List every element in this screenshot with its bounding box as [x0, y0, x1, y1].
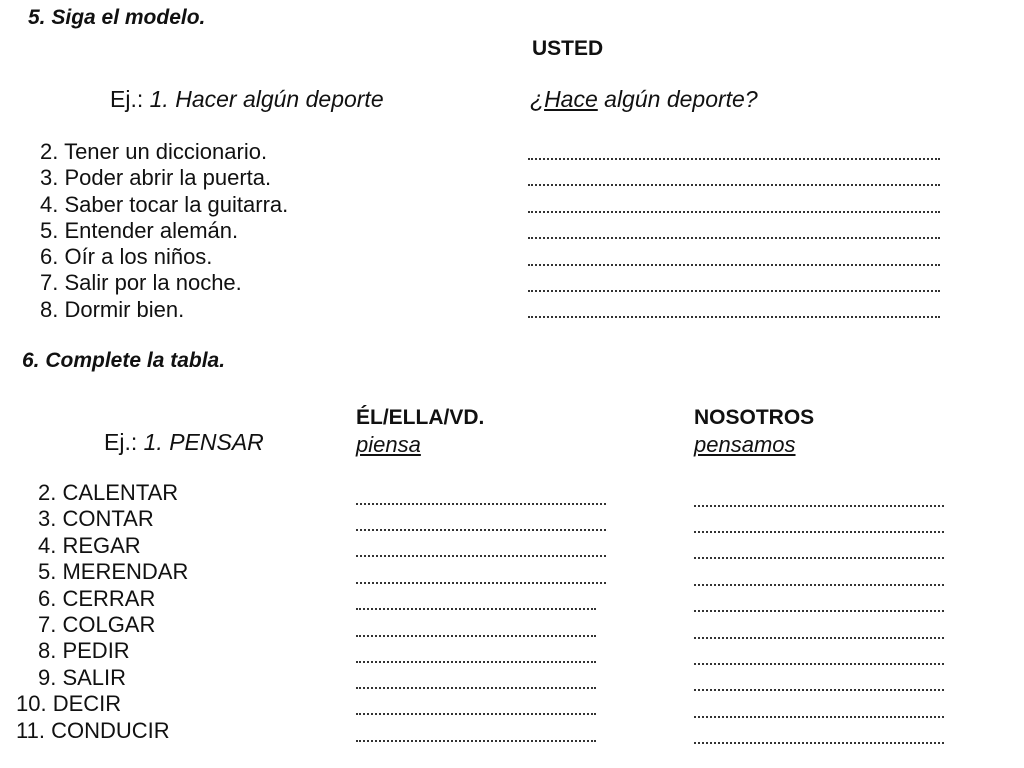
answer-blank[interactable]: [528, 237, 940, 239]
el-ella-blank[interactable]: [356, 503, 606, 505]
nosotros-blank[interactable]: [694, 689, 944, 691]
table-row-verb: 7. COLGAR: [38, 612, 156, 638]
answer-verb: Hace: [544, 86, 598, 112]
usted-column-header: USTED: [532, 37, 604, 60]
nosotros-blank[interactable]: [694, 742, 944, 744]
nosotros-blank[interactable]: [694, 663, 944, 665]
table-row-verb: 2. CALENTAR: [38, 480, 179, 505]
el-ella-blank[interactable]: [356, 661, 596, 663]
list-item: 6. Oír a los niños.: [40, 244, 213, 270]
el-ella-vd-column-header: ÉL/ELLA/VD.: [356, 406, 485, 429]
answer-blank[interactable]: [528, 184, 940, 186]
nosotros-blank[interactable]: [694, 557, 944, 559]
list-item: 5. Entender alemán.: [40, 217, 239, 243]
el-ella-blank[interactable]: [356, 555, 606, 557]
answer-blank[interactable]: [528, 158, 940, 160]
list-item: 8. Dormir bien.: [40, 296, 185, 322]
nosotros-blank[interactable]: [694, 610, 944, 612]
nosotros-blank[interactable]: [694, 505, 944, 507]
example-verb: PENSAR: [169, 429, 264, 455]
table-row-verb: 5. MERENDAR: [38, 559, 189, 585]
list-item: 4. Saber tocar la guitarra.: [40, 191, 289, 217]
el-ella-blank[interactable]: [356, 687, 596, 689]
exercise-5-heading: 5. Siga el modelo.: [28, 6, 206, 29]
exercise-5-example: [110, 86, 384, 113]
answer-open-mark: ¿: [530, 86, 545, 112]
el-ella-blank[interactable]: [356, 740, 596, 742]
nosotros-blank[interactable]: [694, 584, 944, 586]
answer-rest: algún deporte?: [597, 86, 758, 112]
example-number: 1.: [143, 429, 163, 455]
list-item: 2. Tener un diccionario.: [40, 139, 268, 164]
exercise-6-heading: 6. Complete la tabla.: [22, 349, 226, 372]
nosotros-blank[interactable]: [694, 716, 944, 718]
nosotros-blank[interactable]: [694, 531, 944, 533]
example-phrase: Hacer algún deporte: [175, 86, 384, 112]
exercise-5-example-answer: [530, 86, 758, 113]
answer-blank[interactable]: [528, 290, 940, 292]
exercise-6-list: [16, 480, 188, 744]
table-row-verb: 11. CONDUCIR: [16, 717, 170, 743]
table-row-verb: 4. REGAR: [38, 532, 141, 558]
table-row-verb: 8. PEDIR: [38, 638, 130, 664]
example-answer-el-ella: piensa: [356, 432, 421, 457]
answer-blank[interactable]: [528, 264, 940, 266]
table-row-verb: 9. SALIR: [38, 664, 127, 690]
example-number: 1.: [149, 86, 169, 112]
el-ella-blank[interactable]: [356, 635, 596, 637]
table-row-verb: 3. CONTAR: [38, 506, 154, 532]
nosotros-blank[interactable]: [694, 637, 944, 639]
table-row-verb: 10. DECIR: [16, 691, 122, 717]
nosotros-column-header: NOSOTROS: [694, 406, 815, 429]
el-ella-blank[interactable]: [356, 713, 596, 715]
exercise-5-list: [40, 139, 288, 323]
list-item: 7. Salir por la noche.: [40, 270, 242, 296]
el-ella-blank[interactable]: [356, 608, 596, 610]
el-ella-blank[interactable]: [356, 529, 606, 531]
example-answer-nosotros: pensamos: [694, 432, 796, 457]
list-item: 3. Poder abrir la puerta.: [40, 165, 272, 191]
answer-blank[interactable]: [528, 316, 940, 318]
exercise-6-example: [104, 429, 264, 456]
example-prefix: Ej.:: [104, 429, 138, 455]
answer-blank[interactable]: [528, 211, 940, 213]
example-prefix: Ej.:: [110, 86, 144, 112]
el-ella-blank[interactable]: [356, 582, 606, 584]
table-row-verb: 6. CERRAR: [38, 585, 156, 611]
